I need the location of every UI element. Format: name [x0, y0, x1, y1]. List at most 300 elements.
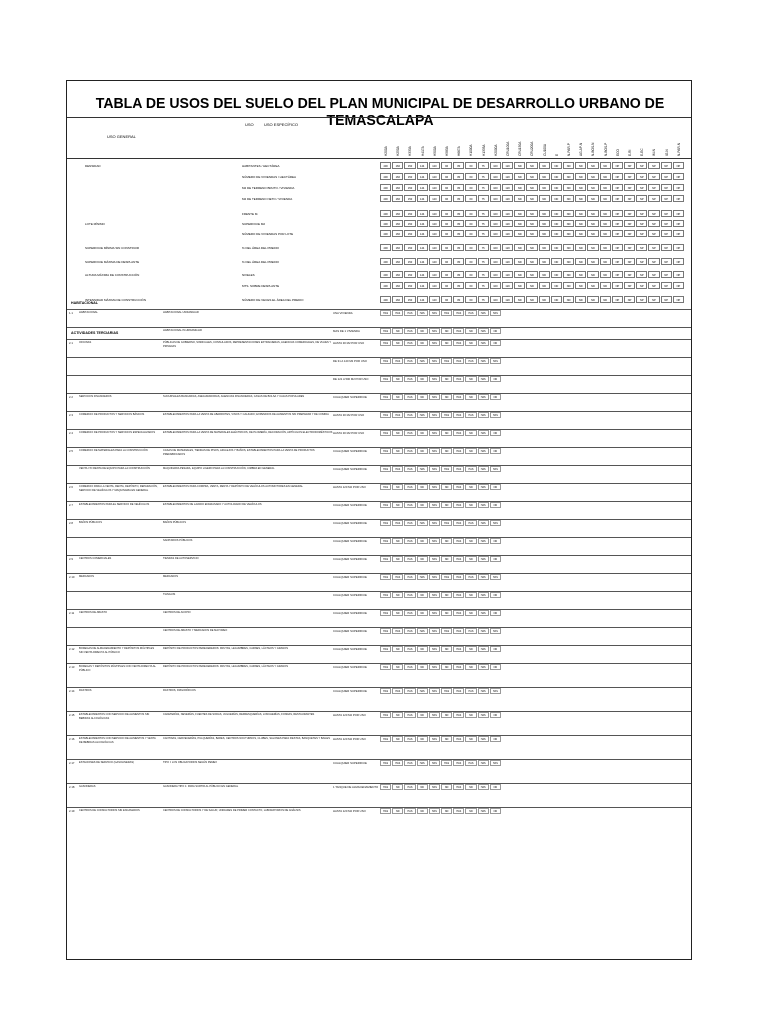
table-cell: ND — [551, 244, 562, 251]
table-cell: 150 — [404, 220, 415, 227]
activity-description: BAÑOS PÚBLICOS — [163, 521, 186, 524]
table-cell: ND — [600, 210, 611, 217]
table-cell: 400 — [380, 244, 391, 251]
permission-cell: HAS — [380, 448, 391, 454]
permission-cell: HAS — [478, 628, 489, 634]
permission-cell: ND — [490, 340, 501, 346]
table-cell: 144 — [417, 220, 428, 227]
table-cell: 100 — [490, 258, 501, 265]
permission-cell: HAS — [380, 664, 391, 670]
table-cell: 400 — [380, 162, 391, 169]
permission-cell: ND — [441, 394, 452, 400]
permission-cell: HAS — [417, 628, 428, 634]
table-cell: 96 — [441, 296, 452, 303]
activity-description: CAFETERÍAS, NEVERÍAS, FUENTES DE SODAS, JUGUERÍAS, REFRESQUERÍAS, LONCHERÍAS, FONDAS, RESTAURANTES — [163, 713, 315, 716]
activity-condition: CUALQUIER SUPERFICIE — [333, 467, 367, 471]
activity-condition: CUALQUIER SUPERFICIE — [333, 647, 367, 651]
column-header — [551, 120, 561, 156]
header-uso: USO — [245, 122, 254, 127]
permission-cell: HAS — [478, 310, 489, 316]
table-cell: 144 — [417, 258, 428, 265]
permission-cell: ND — [490, 484, 501, 490]
permission-cell: HAS — [380, 376, 391, 382]
permission-cell: HAS — [490, 466, 501, 472]
permission-cell: ND — [417, 328, 428, 334]
permission-cell: ND — [465, 328, 476, 334]
table-cell: ND — [526, 282, 537, 289]
table-cell: NP — [612, 230, 623, 237]
permission-cell: ND — [465, 784, 476, 790]
table-cell: NP — [636, 220, 647, 227]
table-cell: 96 — [441, 282, 452, 289]
permission-cell: ND — [490, 376, 501, 382]
table-cell: NP — [648, 282, 659, 289]
list-item — [67, 375, 692, 393]
table-cell: 75 — [478, 258, 489, 265]
permission-cell: HAS — [453, 736, 464, 742]
permission-cell: ND — [392, 340, 403, 346]
permission-cell: ND — [417, 538, 428, 544]
permission-cell: HAS — [404, 376, 415, 382]
table-cell: NP — [661, 210, 672, 217]
table-cell: 100 — [490, 220, 501, 227]
table-cell: NP — [661, 162, 672, 169]
permission-cell: HAS — [404, 610, 415, 616]
table-cell: NP — [673, 271, 684, 278]
table-cell: 120 — [429, 195, 440, 202]
list-item — [67, 573, 692, 591]
permission-cell: HAS — [380, 784, 391, 790]
list-item — [67, 339, 692, 357]
permission-cell: HAS — [404, 502, 415, 508]
permission-cell: HAS — [429, 538, 440, 544]
table-cell: NP — [636, 282, 647, 289]
column-header-label: N-BOS-P — [603, 142, 608, 156]
permission-cell: HAS — [478, 538, 489, 544]
table-cell: 60 — [465, 244, 476, 251]
table-cell: 60 — [465, 195, 476, 202]
table-row — [67, 257, 692, 266]
table-cell: ND — [514, 220, 525, 227]
column-header — [478, 120, 488, 156]
permission-cell: HAS — [490, 358, 501, 364]
permission-cell: ND — [490, 448, 501, 454]
activity-name: SERVICIOS FINANCIEROS — [79, 395, 112, 398]
table-cell: NP — [636, 271, 647, 278]
permission-cell: ND — [465, 376, 476, 382]
permission-cell: HAS — [404, 808, 415, 814]
table-cell: NP — [673, 258, 684, 265]
permission-cell: HAS — [478, 448, 489, 454]
row-label: FRENTE M. — [242, 212, 259, 216]
column-header — [441, 120, 451, 156]
permission-cell: HAS — [404, 430, 415, 436]
permission-cell: HAS — [380, 610, 391, 616]
permission-cell: HAS — [380, 628, 391, 634]
table-cell: NP — [624, 230, 635, 237]
activity-name: BAÑOS PÚBLICOS — [79, 521, 102, 524]
table-cell: ND — [551, 162, 562, 169]
activity-name: COMERCIO DE PRODUCTOS Y SERVICIOS ESPECIALIZADOS — [79, 431, 156, 434]
permission-cell: HAS — [453, 328, 464, 334]
permission-cell: HAS — [392, 688, 403, 694]
column-header — [417, 120, 427, 156]
table-cell: ND — [539, 220, 550, 227]
activity-name: ESTACIONES DE SERVICIO (GASOLINERAS) — [79, 761, 134, 764]
table-cell: 400 — [380, 296, 391, 303]
activity-condition: CUALQUIER SUPERFICIE — [333, 521, 367, 525]
permission-cell: ND — [441, 430, 452, 436]
permission-cell: HAS — [429, 340, 440, 346]
table-cell: ND — [526, 220, 537, 227]
table-cell: 144 — [417, 162, 428, 169]
permission-cell: HAS — [392, 412, 403, 418]
permission-cell: ND — [465, 448, 476, 454]
activity-code: 2.1 — [69, 341, 73, 345]
table-cell: 150 — [404, 230, 415, 237]
permission-cell: ND — [465, 646, 476, 652]
permission-cell: HAS — [380, 310, 391, 316]
column-header-label: H333A — [408, 146, 413, 156]
permission-cell: HAS — [429, 556, 440, 562]
table-cell: ND — [587, 210, 598, 217]
table-cell: NP — [612, 271, 623, 278]
permission-cell: HAS — [380, 688, 391, 694]
activity-description: CANTINAS, CERVECERÍAS, PULQUERÍAS, BARES, CENTROS NOCTURNOS, CLUBES, SALONES PARA FIESTAS, BANQUETES Y BAILES — [163, 737, 330, 740]
permission-cell: HAS — [478, 760, 489, 766]
table-cell: 166 — [392, 296, 403, 303]
table-cell: 100 — [490, 195, 501, 202]
activity-name: HABITACIONAL — [79, 311, 98, 314]
list-item — [67, 627, 692, 645]
activity-condition: DE 121 A 500 M2 POR USO — [333, 377, 369, 381]
table-cell: NP — [636, 173, 647, 180]
permission-cell: HAS — [392, 466, 403, 472]
activity-description: TIENDAS DE AUTOSERVICIO — [163, 557, 199, 560]
table-cell: 400 — [380, 230, 391, 237]
permission-cell: ND — [441, 340, 452, 346]
table-cell: ND — [587, 184, 598, 191]
permission-cell: HAS — [490, 628, 501, 634]
permission-cell: HAS — [478, 340, 489, 346]
permission-cell: ND — [417, 736, 428, 742]
table-cell: ND — [539, 162, 550, 169]
table-cell: 60 — [465, 162, 476, 169]
table-cell: 100 — [490, 244, 501, 251]
permission-cell: ND — [392, 376, 403, 382]
permission-cell: HAS — [392, 310, 403, 316]
table-cell: NP — [624, 195, 635, 202]
table-cell: 120 — [502, 195, 513, 202]
table-cell: NP — [648, 184, 659, 191]
table-cell: 96 — [441, 244, 452, 251]
table-cell: ND — [587, 296, 598, 303]
permission-cell: ND — [417, 340, 428, 346]
permission-cell: ND — [417, 376, 428, 382]
permission-cell: ND — [490, 592, 501, 598]
table-cell: ND — [600, 282, 611, 289]
table-cell: 60 — [465, 296, 476, 303]
row-label: NÚMERO DE VECES EL ÁREA DEL PREDIO — [242, 298, 304, 302]
list-item — [67, 591, 692, 609]
table-cell: 60 — [465, 258, 476, 265]
table-cell: 60 — [465, 173, 476, 180]
activity-code: 2.5 — [69, 449, 73, 453]
table-cell: NP — [612, 296, 623, 303]
permission-cell: ND — [417, 784, 428, 790]
table-cell: ND — [526, 271, 537, 278]
permission-cell: HAS — [490, 310, 501, 316]
list-item — [67, 411, 692, 429]
row-group-label: SUPERFICIE MÁXIMA DE DESPLANTE — [85, 260, 140, 264]
column-header-label: H583A — [445, 146, 449, 156]
permission-cell: HAS — [490, 412, 501, 418]
table-cell: ND — [514, 195, 525, 202]
table-cell: 120 — [429, 173, 440, 180]
column-header — [575, 120, 585, 156]
permission-cell: HAS — [453, 628, 464, 634]
table-cell: ND — [600, 173, 611, 180]
activity-condition: CUALQUIER SUPERFICIE — [333, 395, 367, 399]
permission-cell: ND — [465, 394, 476, 400]
permission-cell: HAS — [429, 520, 440, 526]
column-header — [380, 120, 390, 156]
column-header-label: E-EC — [640, 148, 645, 156]
table-cell: 120 — [429, 244, 440, 251]
permission-cell: HAS — [453, 688, 464, 694]
list-item — [67, 645, 692, 663]
table-cell: NP — [648, 220, 659, 227]
activity-name: MERCADOS — [79, 575, 94, 578]
permission-cell: HAS — [465, 412, 476, 418]
table-row — [67, 194, 692, 203]
permission-cell: ND — [465, 484, 476, 490]
table-cell: 144 — [417, 282, 428, 289]
permission-cell: ND — [392, 484, 403, 490]
permission-cell: ND — [392, 808, 403, 814]
permission-cell: HAS — [380, 412, 391, 418]
permission-cell: HAS — [478, 466, 489, 472]
table-row — [67, 219, 692, 228]
table-cell: NP — [661, 258, 672, 265]
permission-cell: HAS — [404, 712, 415, 718]
column-header-label: N-PAR-N — [676, 142, 681, 156]
permission-cell: HAS — [429, 760, 440, 766]
permission-cell: ND — [417, 502, 428, 508]
table-cell: NP — [648, 210, 659, 217]
table-cell: NP — [624, 296, 635, 303]
table-cell: 96 — [441, 210, 452, 217]
table-cell: ND — [587, 173, 598, 180]
column-header-label: CRU200A — [530, 141, 535, 156]
table-cell: NP — [648, 230, 659, 237]
table-cell: NP — [636, 162, 647, 169]
table-cell: 96 — [441, 220, 452, 227]
permission-cell: HAS — [465, 688, 476, 694]
table-cell: NP — [636, 244, 647, 251]
table-cell: ND — [575, 220, 586, 227]
permission-cell: HAS — [404, 736, 415, 742]
table-cell: ND — [575, 296, 586, 303]
activity-condition: CUALQUIER SUPERFICIE — [333, 689, 367, 693]
table-cell: 120 — [502, 296, 513, 303]
list-item — [67, 783, 692, 807]
table-cell: 150 — [404, 282, 415, 289]
table-cell: NP — [612, 162, 623, 169]
permission-cell: HAS — [380, 358, 391, 364]
permission-cell: ND — [490, 502, 501, 508]
permission-cell: HAS — [453, 484, 464, 490]
activity-description: HABITACIONAL PLURIFAMILIAR — [163, 329, 202, 332]
table-cell: ND — [600, 184, 611, 191]
permission-cell: ND — [465, 808, 476, 814]
permission-cell: HAS — [465, 574, 476, 580]
table-cell: ND — [563, 271, 574, 278]
activity-code: 2.18 — [69, 785, 75, 789]
permission-cell: HAS — [392, 574, 403, 580]
activity-description: TIANGUIS — [163, 593, 176, 596]
table-cell: ND — [587, 271, 598, 278]
table-cell: ND — [600, 296, 611, 303]
table-cell: NP — [624, 210, 635, 217]
table-cell: 80 — [453, 282, 464, 289]
permission-cell: ND — [441, 610, 452, 616]
activity-description: ESTABLECIMIENTOS PARA LA VENTA DE ABARROTES, VINOS Y CALZADO; EXPENDIOS DE ALIMENTOS SIN PREPARAR Y DE COMIDA — [163, 413, 329, 416]
table-cell: NP — [673, 184, 684, 191]
table-cell: 120 — [502, 173, 513, 180]
permission-cell: HAS — [453, 466, 464, 472]
table-cell: 166 — [392, 195, 403, 202]
permission-cell: HAS — [478, 376, 489, 382]
permission-cell: HAS — [380, 592, 391, 598]
column-header-label: H2000A — [493, 144, 498, 156]
table-cell: ND — [526, 184, 537, 191]
permission-cell: HAS — [453, 760, 464, 766]
permission-cell: HAS — [478, 394, 489, 400]
permission-cell: HAS — [429, 484, 440, 490]
table-cell: ND — [563, 244, 574, 251]
table-cell: ND — [526, 230, 537, 237]
table-cell: ND — [563, 173, 574, 180]
column-header-label: H500A — [432, 146, 437, 156]
row-group-label: DENSIDAD — [85, 164, 101, 168]
permission-cell: HAS — [453, 784, 464, 790]
table-cell: NP — [648, 162, 659, 169]
activity-name: RASTROS — [79, 689, 92, 692]
list-item — [67, 447, 692, 465]
activity-condition: DE 31 A 120 M2 POR USO — [333, 359, 367, 363]
list-item — [67, 483, 692, 501]
table-cell: ND — [563, 220, 574, 227]
permission-cell: ND — [417, 664, 428, 670]
table-cell: 96 — [441, 162, 452, 169]
table-cell: ND — [514, 173, 525, 180]
permission-cell: ND — [465, 340, 476, 346]
table-cell: ND — [551, 230, 562, 237]
activity-condition: HASTA 120 M2 POR USO — [333, 737, 366, 741]
table-cell: ND — [587, 258, 598, 265]
table-cell: ND — [551, 220, 562, 227]
permission-cell: HAS — [404, 760, 415, 766]
column-header-label: CRU150A — [518, 141, 523, 156]
permission-cell: HAS — [429, 664, 440, 670]
table-cell: ND — [551, 184, 562, 191]
permission-cell: HAS — [478, 502, 489, 508]
table-cell: ND — [514, 210, 525, 217]
permission-cell: HAS — [478, 712, 489, 718]
table-cell: 80 — [453, 162, 464, 169]
table-cell: 144 — [417, 230, 428, 237]
permission-cell: HAS — [429, 394, 440, 400]
table-cell: 120 — [502, 230, 513, 237]
table-cell: NP — [648, 195, 659, 202]
table-cell: ND — [575, 195, 586, 202]
table-cell: 150 — [404, 296, 415, 303]
table-cell: 400 — [380, 173, 391, 180]
table-cell: ND — [575, 162, 586, 169]
permission-cell: HAS — [404, 664, 415, 670]
table-cell: ND — [563, 162, 574, 169]
permission-cell: HAS — [380, 760, 391, 766]
table-cell: 120 — [502, 258, 513, 265]
permission-cell: HAS — [441, 412, 452, 418]
permission-cell: HAS — [429, 574, 440, 580]
table-cell: ND — [514, 271, 525, 278]
permission-cell: HAS — [429, 784, 440, 790]
permission-cell: ND — [441, 376, 452, 382]
permission-cell: ND — [441, 808, 452, 814]
table-cell: 400 — [380, 282, 391, 289]
permission-cell: ND — [490, 664, 501, 670]
activity-description: ESTABLECIMIENTOS PARA LA VENTA DE MATERIALES ELÉCTRICOS, DE PLOMERÍA, DECORACIÓN, ARTÍCULOS ELECTRODOMÉSTICOS — [163, 431, 333, 434]
list-item — [67, 735, 692, 759]
table-row — [67, 183, 692, 192]
table-cell: ND — [539, 244, 550, 251]
table-cell: NP — [612, 210, 623, 217]
permission-cell: HAS — [429, 712, 440, 718]
table-cell: NP — [661, 220, 672, 227]
column-header — [539, 120, 549, 156]
column-header — [624, 120, 634, 156]
permission-cell: HAS — [441, 310, 452, 316]
permission-cell: HAS — [404, 688, 415, 694]
permission-cell: HAS — [453, 340, 464, 346]
row-label: NIVELES — [242, 273, 255, 277]
table-cell: 80 — [453, 230, 464, 237]
table-cell: NP — [648, 271, 659, 278]
permission-cell: ND — [441, 646, 452, 652]
row-label: M2 DE TERRENO NETO / VIVIENDA — [242, 197, 293, 201]
permission-cell: ND — [392, 394, 403, 400]
permission-cell: ND — [417, 610, 428, 616]
column-header — [587, 120, 597, 156]
permission-cell: HAS — [453, 646, 464, 652]
table-cell: 80 — [453, 184, 464, 191]
permission-cell: ND — [465, 610, 476, 616]
permission-cell: HAS — [453, 610, 464, 616]
permission-cell: HAS — [380, 340, 391, 346]
table-cell: 400 — [380, 210, 391, 217]
table-cell: NP — [612, 258, 623, 265]
activity-name: ESTABLECIMIENTOS PARA EL SERVICIO DE VEHÍCULOS — [79, 503, 150, 506]
permission-cell: HAS — [392, 628, 403, 634]
table-cell: 75 — [478, 282, 489, 289]
list-item — [67, 555, 692, 573]
table-cell: NP — [612, 220, 623, 227]
activity-description: DEPÓSITO DE PRODUCTOS PERECEDEROS: FRUTAS, LEGUMBRES, CARNES, LÁCTEOS Y GRANOS — [163, 647, 289, 650]
table-cell: ND — [587, 220, 598, 227]
table-cell: 96 — [441, 173, 452, 180]
